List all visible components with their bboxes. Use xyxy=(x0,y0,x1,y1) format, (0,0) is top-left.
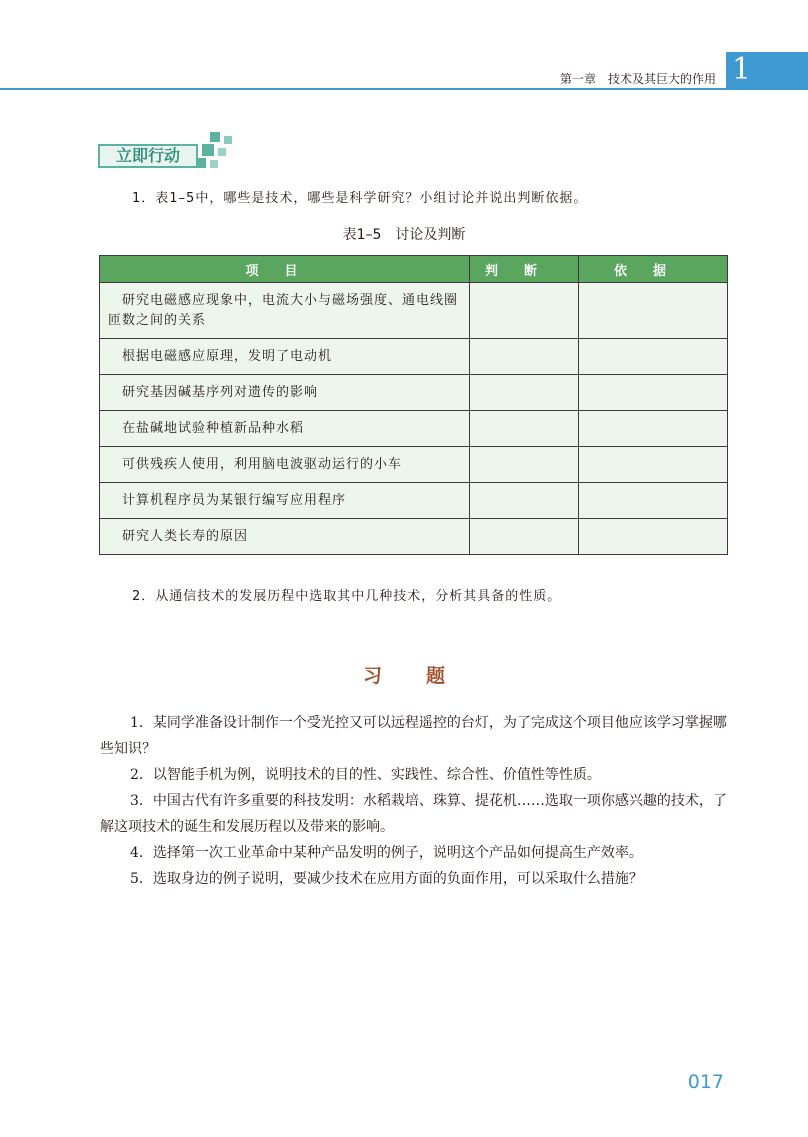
basis-cell[interactable] xyxy=(579,411,728,447)
row-item: 可供残疾人使用，利用脑电波驱动运行的小车 xyxy=(100,447,470,483)
chapter-title: 第一章 技术及其巨大的作用 xyxy=(559,72,716,86)
table-caption: 表1–5 讨论及判断 xyxy=(342,227,466,243)
row-item: 计算机程序员为某银行编写应用程序 xyxy=(100,483,470,519)
basis-cell[interactable] xyxy=(579,339,728,375)
basis-cell[interactable] xyxy=(579,375,728,411)
exercises-title: 习题 xyxy=(362,665,489,687)
action-heading: 立即行动 xyxy=(98,144,198,168)
header-basis: 依据 xyxy=(579,256,728,283)
header-item: 项目 xyxy=(100,256,470,283)
table-row xyxy=(100,519,728,555)
discussion-table xyxy=(99,255,728,555)
basis-cell[interactable] xyxy=(579,519,728,555)
row-item: 研究基因碱基序列对遗传的影响 xyxy=(100,375,470,411)
table-row xyxy=(100,339,728,375)
exercise-item: 4．选择第一次工业革命中某种产品发明的例子，说明这个产品如何提高生产效率。 xyxy=(130,845,643,861)
table-row xyxy=(100,483,728,519)
judgment-cell[interactable] xyxy=(470,447,579,483)
row-item: 研究电磁感应现象中，电流大小与磁场强度、通电线圈匝数之间的关系 xyxy=(100,283,470,339)
table-row xyxy=(100,447,728,483)
exercise-item: 1．某同学准备设计制作一个受光控又可以远程遥控的台灯，为了完成这个项目他应该学习掌握哪些知识？ xyxy=(100,715,727,757)
chapter-number-tab: 1 xyxy=(726,52,808,88)
judgment-cell[interactable] xyxy=(470,519,579,555)
page-number: 017 xyxy=(687,1071,724,1093)
table-row xyxy=(100,283,728,339)
table-header-row xyxy=(100,256,728,283)
table-row xyxy=(100,411,728,447)
header-judgment: 判断 xyxy=(470,256,579,283)
question-1: 1．表1–5中，哪些是技术，哪些是科学研究？小组讨论并说出判断依据。 xyxy=(132,191,588,206)
judgment-cell[interactable] xyxy=(470,339,579,375)
row-item: 研究人类长寿的原因 xyxy=(100,519,470,555)
row-item: 根据电磁感应原理，发明了电动机 xyxy=(100,339,470,375)
header-rule xyxy=(0,88,808,90)
exercise-item: 2．以智能手机为例，说明技术的目的性、实践性、综合性、价值性等性质。 xyxy=(130,767,601,783)
exercise-item: 3．中国古代有许多重要的科技发明：水稻栽培、珠算、提花机……选取一项你感兴趣的技术，了解这项技术的诞生和发展历程以及带来的影响。 xyxy=(100,793,727,835)
basis-cell[interactable] xyxy=(579,447,728,483)
row-item: 在盐碱地试验种植新品种水稻 xyxy=(100,411,470,447)
exercise-list xyxy=(100,710,728,892)
decorative-squares-icon xyxy=(196,132,236,168)
question-2: 2．从通信技术的发展历程中选取其中几种技术，分析其具备的性质。 xyxy=(132,589,562,604)
judgment-cell[interactable] xyxy=(470,375,579,411)
basis-cell[interactable] xyxy=(579,483,728,519)
judgment-cell[interactable] xyxy=(470,283,579,339)
basis-cell[interactable] xyxy=(579,283,728,339)
table-row xyxy=(100,375,728,411)
judgment-cell[interactable] xyxy=(470,483,579,519)
exercise-item: 5．选取身边的例子说明，要减少技术在应用方面的负面作用，可以采取什么措施？ xyxy=(130,871,643,887)
judgment-cell[interactable] xyxy=(470,411,579,447)
